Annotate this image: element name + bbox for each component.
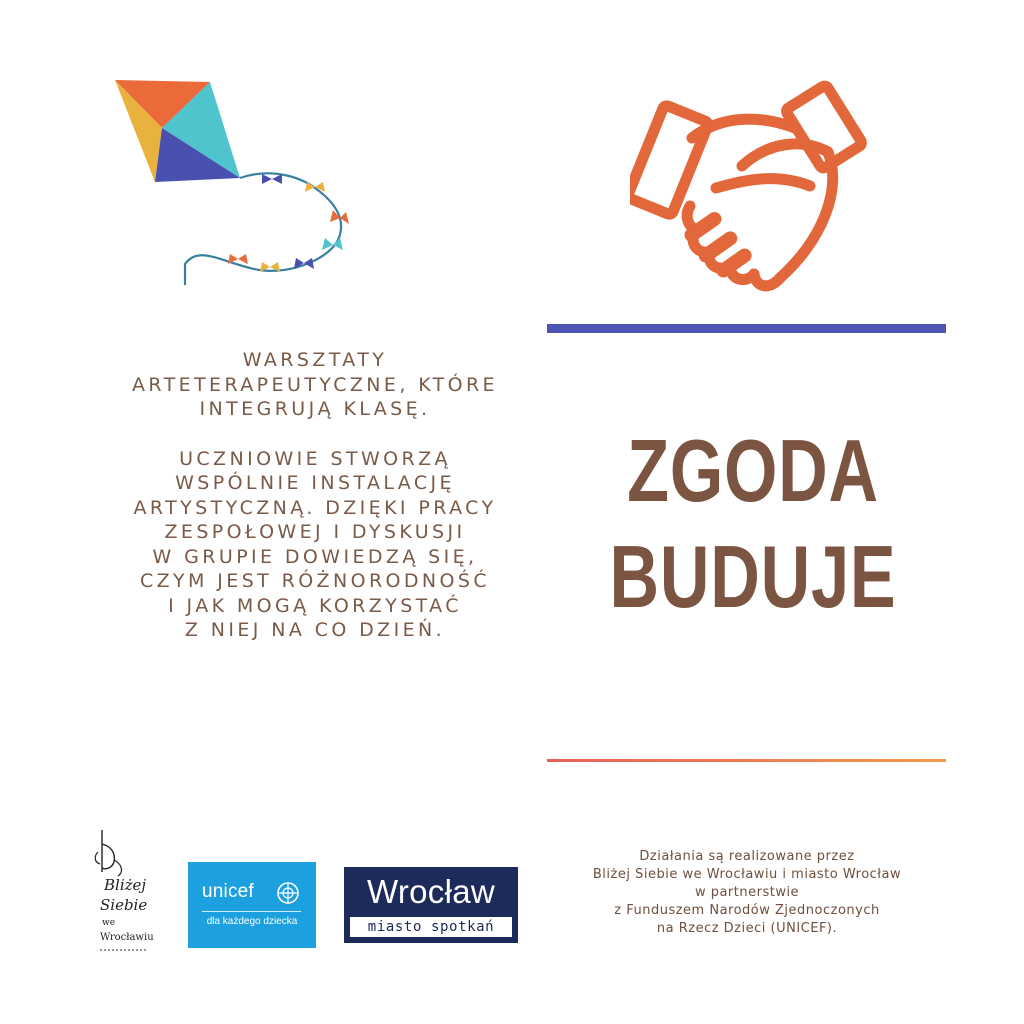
wroclaw-logo [344, 867, 518, 943]
unicef-logo [188, 862, 316, 948]
unicef-name: unicef [202, 881, 254, 902]
blizej-siebie-logo [88, 828, 154, 958]
unicef-globe-icon [276, 881, 300, 905]
description-paragraph-2: UCZNIOWIE STWORZĄ WSPÓLNIE INSTALACJĘ ARTYSTYCZNĄ. DZIĘKI PRACY ZESPOŁOWEJ I DYSKUSJI W GRUPIE DOWIEDZĄ SIĘ, CZYM JEST RÓŻNORODNOŚĆ I JAK MOGĄ KORZYSTAĆ Z NIEJ NA CO DZIEŃ. [133, 447, 497, 641]
wroclaw-name: Wrocław [366, 873, 495, 910]
blizej-logo-text-1: Bliżej [104, 876, 147, 894]
workshop-description [105, 348, 525, 643]
handshake-icon [630, 78, 890, 308]
blizej-logo-text-4: Wrocławiu [100, 932, 154, 943]
description-paragraph-1: WARSZTATY ARTETERAPEUTYCZNE, KTÓRE INTEGRUJĄ KLASĘ. [132, 349, 498, 420]
partnership-note-line-3: w partnerstwie [694, 885, 800, 900]
headline [602, 418, 903, 630]
partnership-note-line-2: Bliżej Siebie we Wrocławiu i miasto Wrocław [592, 867, 902, 882]
kite-icon [100, 70, 360, 290]
partnership-note-line-5: na Rzecz Dzieci (UNICEF). [656, 921, 838, 936]
headline-line-1: ZGODA [627, 421, 879, 520]
unicef-tagline: dla każdego dziecka [206, 916, 298, 927]
blue-divider [547, 324, 946, 333]
partnership-note-line-4: z Funduszem Narodów Zjednoczonych [614, 903, 880, 918]
headline-line-2: BUDUJE [609, 527, 897, 626]
partnership-note-line-1: Działania są realizowane przez [639, 849, 855, 864]
wroclaw-tagline: miasto spotkań [350, 917, 512, 937]
orange-divider [547, 759, 946, 762]
blizej-logo-text-2: Siebie [100, 896, 148, 914]
partnership-note [547, 848, 947, 938]
unicef-divider [202, 911, 301, 912]
blizej-logo-text-3: we [102, 918, 116, 928]
